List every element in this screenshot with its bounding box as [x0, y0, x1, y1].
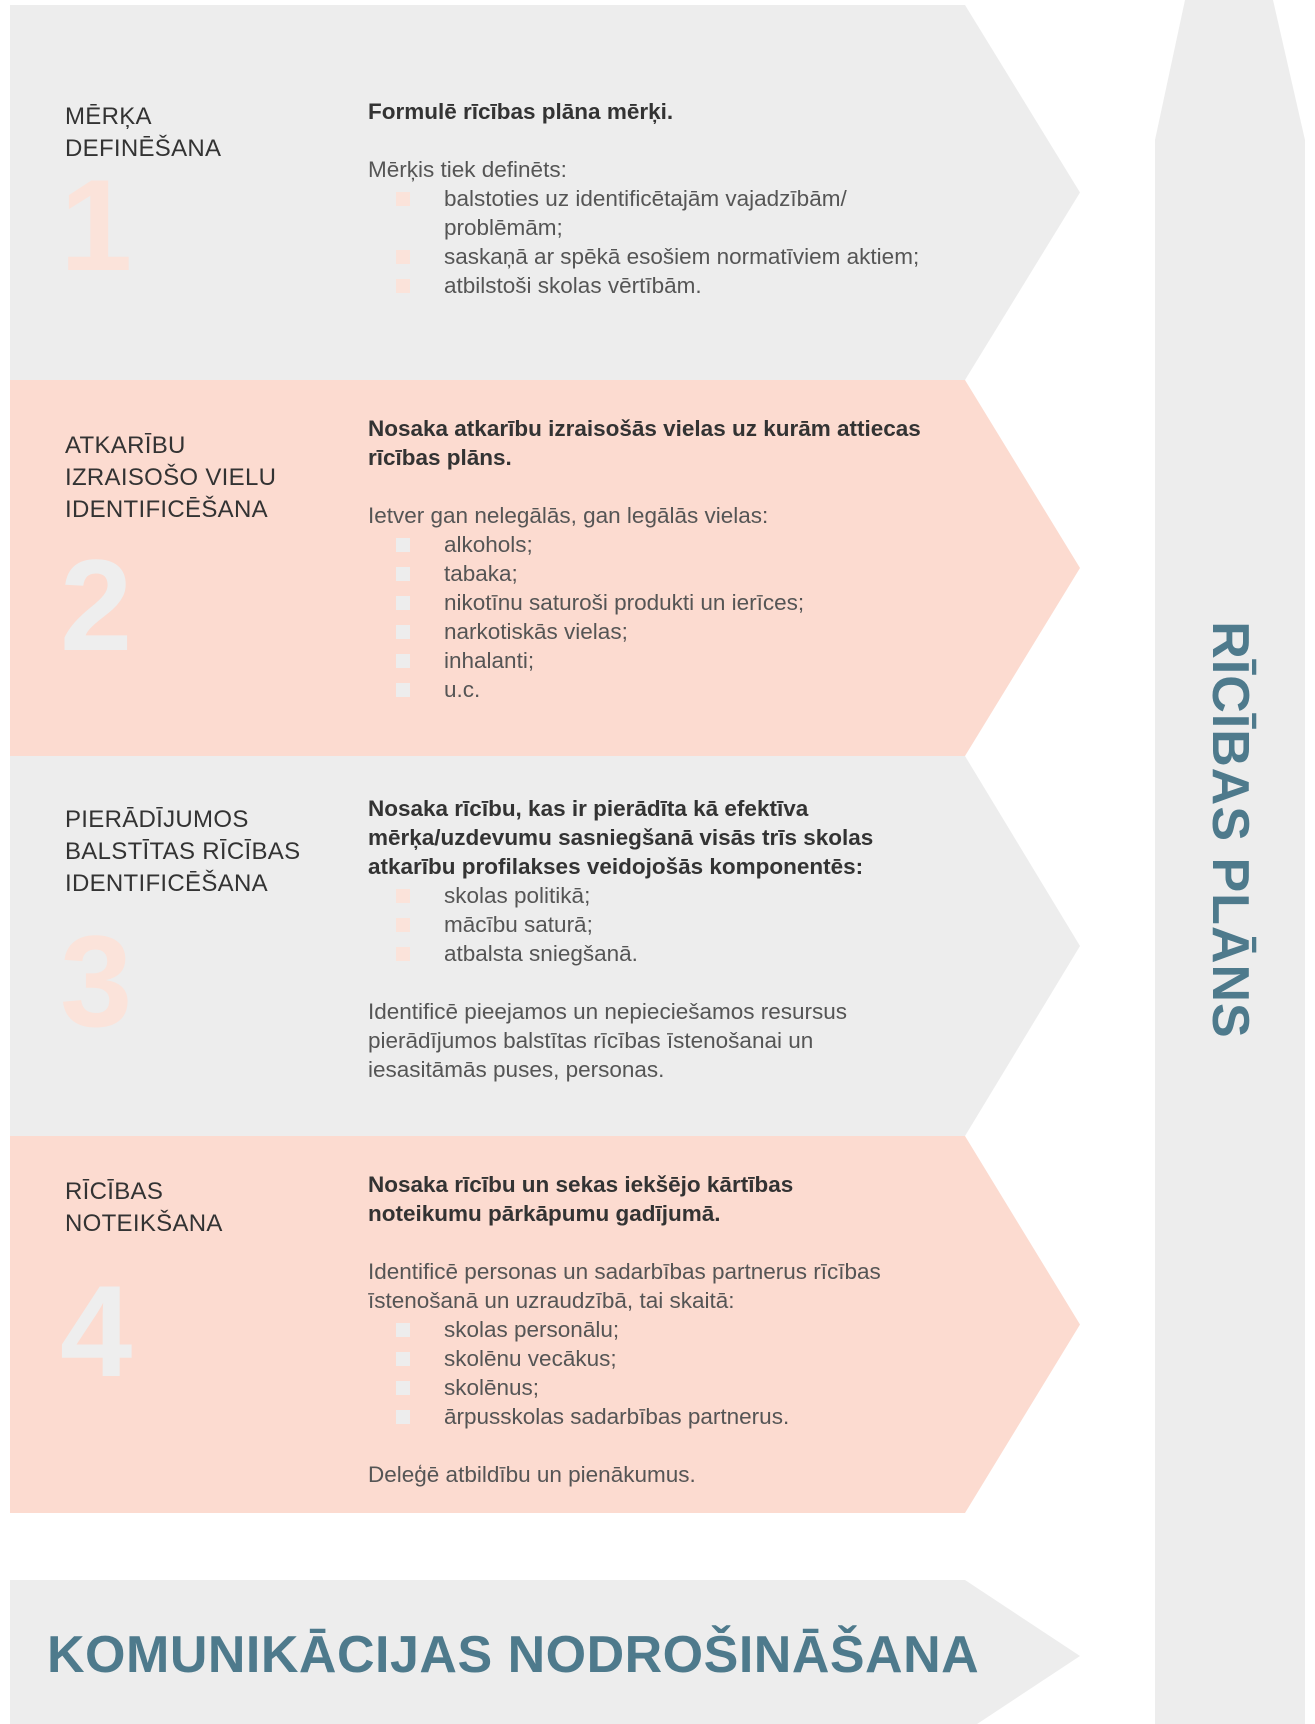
list-item: atbilstoši skolas vērtībām.	[444, 271, 928, 300]
square-bullet-icon	[396, 654, 410, 668]
square-bullet-icon	[396, 947, 410, 961]
list-item: tabaka;	[444, 559, 928, 588]
step-2-band	[10, 380, 1080, 756]
step-2-bullet-list	[368, 530, 928, 704]
square-bullet-icon	[396, 192, 410, 206]
step-3-outro: Identificē pieejamos un nepieciešamos resursus pierādījumos balstītas rīcības īstenošanai un iesasitāmās puses, personas.	[368, 999, 848, 1082]
step-2-intro: Ietver gan nelegālās, gan legālās vielas:	[368, 503, 769, 528]
step-3-number: 3	[60, 908, 133, 1054]
step-2-title: ATKARĪBU IZRAISOŠO VIELU IDENTIFICĒŠANA	[65, 432, 277, 523]
list-item: skolas politikā;	[444, 881, 938, 910]
step-1-bullet-list	[368, 184, 928, 300]
step-4-intro: Identificē personas un sadarbības partnerus rīcības īstenošanā un uzraudzībā, tai skaitā:	[368, 1259, 881, 1313]
step-4-lead: Nosaka rīcību un sekas iekšējo kārtības noteikumu pārkāpumu gadījumā.	[368, 1172, 794, 1226]
step-4-outro: Deleģē atbildību un pienākumus.	[368, 1462, 696, 1487]
square-bullet-icon	[396, 567, 410, 581]
list-item: narkotiskās vielas;	[444, 617, 928, 646]
list-item: u.c.	[444, 675, 928, 704]
communication-arrow	[10, 1580, 1080, 1724]
square-bullet-icon	[396, 889, 410, 903]
square-bullet-icon	[396, 918, 410, 932]
step-4-content	[368, 1170, 888, 1489]
square-bullet-icon	[396, 1381, 410, 1395]
step-3-lead: Nosaka rīcību, kas ir pierādīta kā efektīva mērķa/uzdevumu sasniegšanā visās trīs skolas atkarību profilakses veidojošās komponentēs:	[368, 796, 874, 879]
list-item: balstoties uz identificētajām vajadzībām/ problēmām;	[444, 184, 928, 242]
step-3-band	[10, 756, 1080, 1136]
list-item: atbalsta sniegšanā.	[444, 939, 938, 968]
step-1-number: 1	[60, 152, 133, 298]
square-bullet-icon	[396, 625, 410, 639]
step-4-bullet-list	[368, 1315, 888, 1431]
square-bullet-icon	[396, 596, 410, 610]
step-1-intro: Mērķis tiek definēts:	[368, 157, 567, 182]
square-bullet-icon	[396, 1352, 410, 1366]
step-3-content	[368, 794, 938, 1084]
step-4-number: 4	[60, 1258, 133, 1404]
list-item: skolas personālu;	[444, 1315, 888, 1344]
square-bullet-icon	[396, 1323, 410, 1337]
list-item: inhalanti;	[444, 646, 928, 675]
square-bullet-icon	[396, 279, 410, 293]
step-3-bullet-list	[368, 881, 938, 968]
action-plan-label: RĪCĪBAS PLĀNS	[1201, 621, 1259, 1039]
action-plan-arrow	[1155, 0, 1305, 1724]
square-bullet-icon	[396, 538, 410, 552]
step-2-content	[368, 414, 928, 704]
step-1-band	[10, 5, 1080, 380]
step-2-lead: Nosaka atkarību izraisošās vielas uz kurām attiecas rīcības plāns.	[368, 416, 921, 470]
step-1-lead: Formulē rīcības plāna mērķi.	[368, 99, 674, 124]
square-bullet-icon	[396, 250, 410, 264]
step-3-title: PIERĀDĪJUMOS BALSTĪTAS RĪCĪBAS IDENTIFICĒŠANA	[65, 806, 301, 897]
step-2-number: 2	[60, 532, 133, 678]
list-item: alkohols;	[444, 530, 928, 559]
list-item: mācību saturā;	[444, 910, 938, 939]
square-bullet-icon	[396, 1410, 410, 1424]
list-item: skolēnu vecākus;	[444, 1344, 888, 1373]
list-item: saskaņā ar spēkā esošiem normatīviem aktiem;	[444, 242, 928, 271]
communication-label: KOMUNIKĀCIJAS NODROŠINĀŠANA	[47, 1626, 980, 1684]
step-4-band	[10, 1136, 1080, 1513]
square-bullet-icon	[396, 683, 410, 697]
step-1-title: MĒRĶA DEFINĒŠANA	[65, 103, 222, 162]
list-item: nikotīnu saturoši produkti un ierīces;	[444, 588, 928, 617]
list-item: skolēnus;	[444, 1373, 888, 1402]
list-item: ārpusskolas sadarbības partnerus.	[444, 1402, 888, 1431]
step-1-content	[368, 97, 928, 300]
step-4-title: RĪCĪBAS NOTEIKŠANA	[65, 1178, 223, 1237]
